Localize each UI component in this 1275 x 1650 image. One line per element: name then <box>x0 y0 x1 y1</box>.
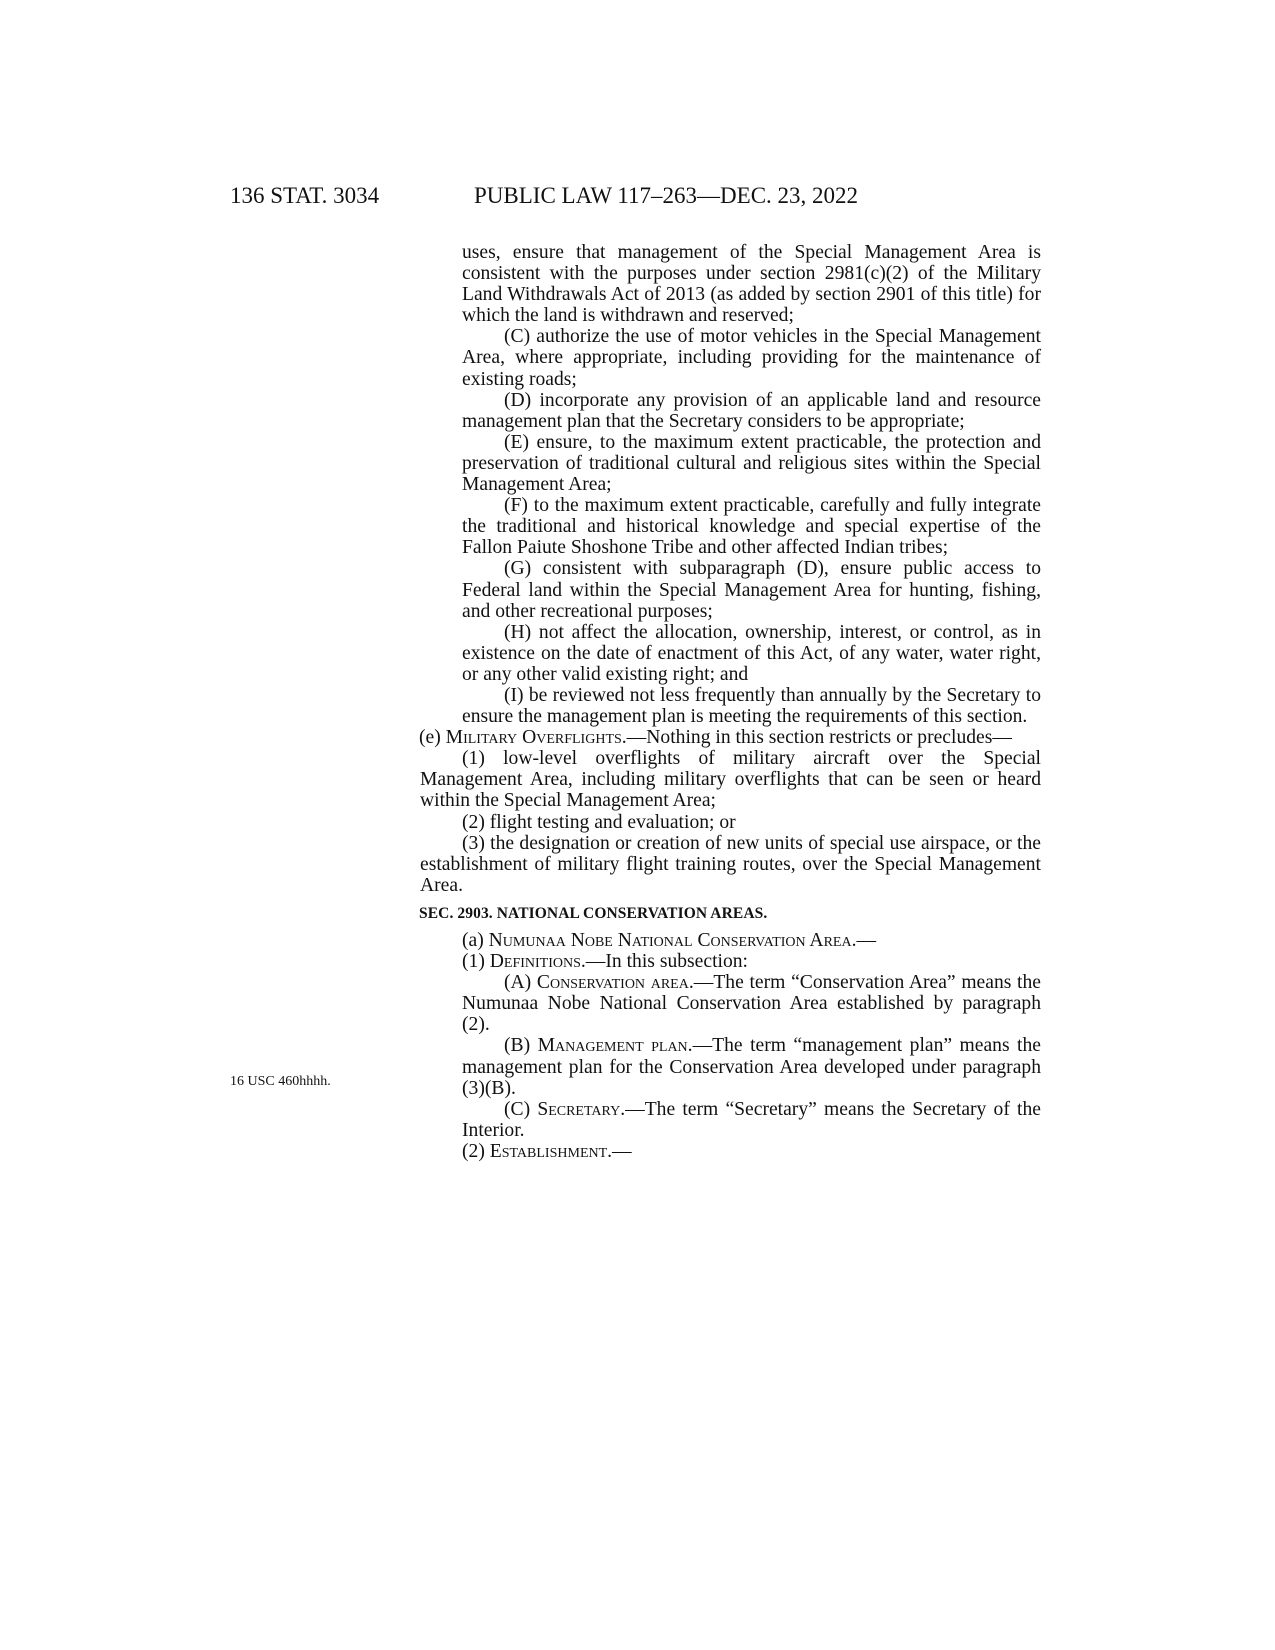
subsection-a: (a) Numunaa Nobe National Conservation Area.— <box>462 930 877 951</box>
paragraph-a2: (2) Establishment.— <box>462 1140 632 1162</box>
subparagraph-f: (F) to the maximum extent practicable, carefully and fully integrate the traditional and historical knowledge and special expertise of the Fallon Paiute Shoshone Tribe and other affected Indian tribes; <box>462 495 1041 559</box>
definition-a: (A) Conservation area.—The term “Conservation Area” means the Numunaa Nobe National Conservation Area established by paragraph (2). <box>462 972 1041 1036</box>
paragraph-e3: (3) the designation or creation of new units of special use airspace, or the establishment of military flight training routes, over the Special Management Area. <box>420 832 1041 896</box>
paragraph-e1: (1) low-level overflights of military aircraft over the Special Management Area, including military overflights that can be seen or heard within the Special Management Area; <box>420 748 1041 812</box>
section-heading: SEC. 2903. NATIONAL CONSERVATION AREAS. <box>419 904 768 922</box>
subsection-a-heading: Numunaa Nobe National Conservation Area <box>488 930 852 951</box>
subsection-e: (e) Military Overflights.—Nothing in this section restricts or precludes— <box>419 727 1012 749</box>
definition-c: (C) Secretary.—The term “Secretary” means the Secretary of the Interior. <box>462 1098 1041 1141</box>
subparagraph-d: (D) incorporate any provision of an applicable land and resource management plan that the Secretary considers to be appropriate; <box>462 389 1041 432</box>
subparagraph-g: (G) consistent with subparagraph (D), ensure public access to Federal land within the Special Management Area for hunting, fishing, and other recreational purposes; <box>462 558 1041 622</box>
paragraph-a2-heading: Establishment <box>489 1140 608 1162</box>
definition-a-heading: Conservation area <box>536 972 689 994</box>
body-text <box>377 242 1041 1162</box>
paragraph-continuation: uses, ensure that management of the Special Management Area is consistent with the purposes under section 2981(c)(2) of the Military Land Withdrawals Act of 2013 (as added by section 2901 of this title) for which the land is withdrawn and reserved; <box>462 242 1041 327</box>
subparagraph-h: (H) not affect the allocation, ownership, interest, or control, as in existence on the date of enactment of this Act, of any water, water right, or any other valid existing right; and <box>462 621 1041 685</box>
subsection-e-heading: Military Overflights <box>445 727 622 749</box>
subparagraph-c: (C) authorize the use of motor vehicles in the Special Management Area, where appropriate, including providing for the maintenance of existing roads; <box>462 326 1041 390</box>
paragraph-e2: (2) flight testing and evaluation; or <box>462 811 736 833</box>
running-header: PUBLIC LAW 117–263—DEC. 23, 2022 <box>474 183 859 208</box>
definition-b-heading: Management plan <box>537 1035 688 1057</box>
page-stat-number: 136 STAT. 3034 <box>230 183 380 208</box>
subparagraph-i: (I) be reviewed not less frequently than annually by the Secretary to ensure the management plan is meeting the requirements of this section. <box>462 684 1041 728</box>
definition-c-heading: Secretary <box>537 1098 621 1120</box>
margin-citation: 16 USC 460hhhh. <box>230 1074 331 1089</box>
subparagraph-e: (E) ensure, to the maximum extent practicable, the protection and preservation of traditional cultural and religious sites within the Special Management Area; <box>462 431 1041 496</box>
paragraph-a1: (1) Definitions.—In this subsection: <box>462 951 748 973</box>
paragraph-a1-heading: Definitions <box>489 951 581 973</box>
definition-b: (B) Management plan.—The term “management plan” means the management plan for the Conservation Area developed under paragraph (3)(B). <box>462 1035 1041 1099</box>
